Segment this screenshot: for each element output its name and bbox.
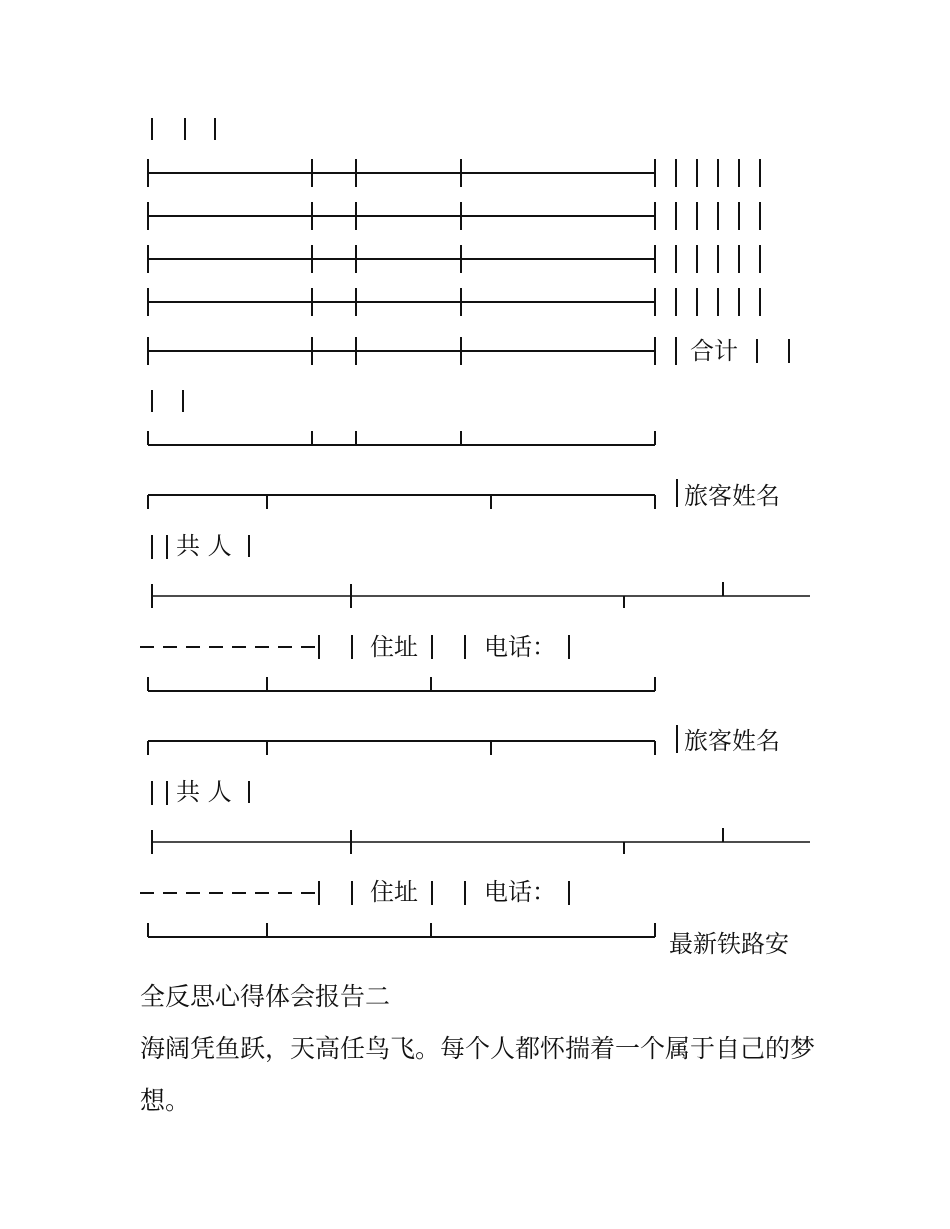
traveler-name-label: 旅客姓名 [684, 727, 780, 755]
report-heading: 全反思心得体会报告二 [140, 982, 391, 1011]
address-label: 住址 [370, 878, 418, 906]
passenger-count-label: 共 人 [176, 532, 232, 560]
footer-fragment: 最新铁路安 [669, 930, 789, 958]
report-paragraph-line-1: 海阔凭鱼跃，天高任鸟飞。每个人都怀揣着一个属于自己的梦 [140, 1034, 816, 1063]
report-paragraph-line-2: 想。 [140, 1086, 191, 1115]
address-label: 住址 [370, 633, 418, 661]
total-label: 合计 [690, 337, 738, 365]
phone-label: 电话： [484, 878, 556, 906]
traveler-name-label: 旅客姓名 [684, 482, 780, 510]
passenger-count-label: 共 人 [176, 778, 232, 806]
phone-label: 电话： [484, 633, 556, 661]
